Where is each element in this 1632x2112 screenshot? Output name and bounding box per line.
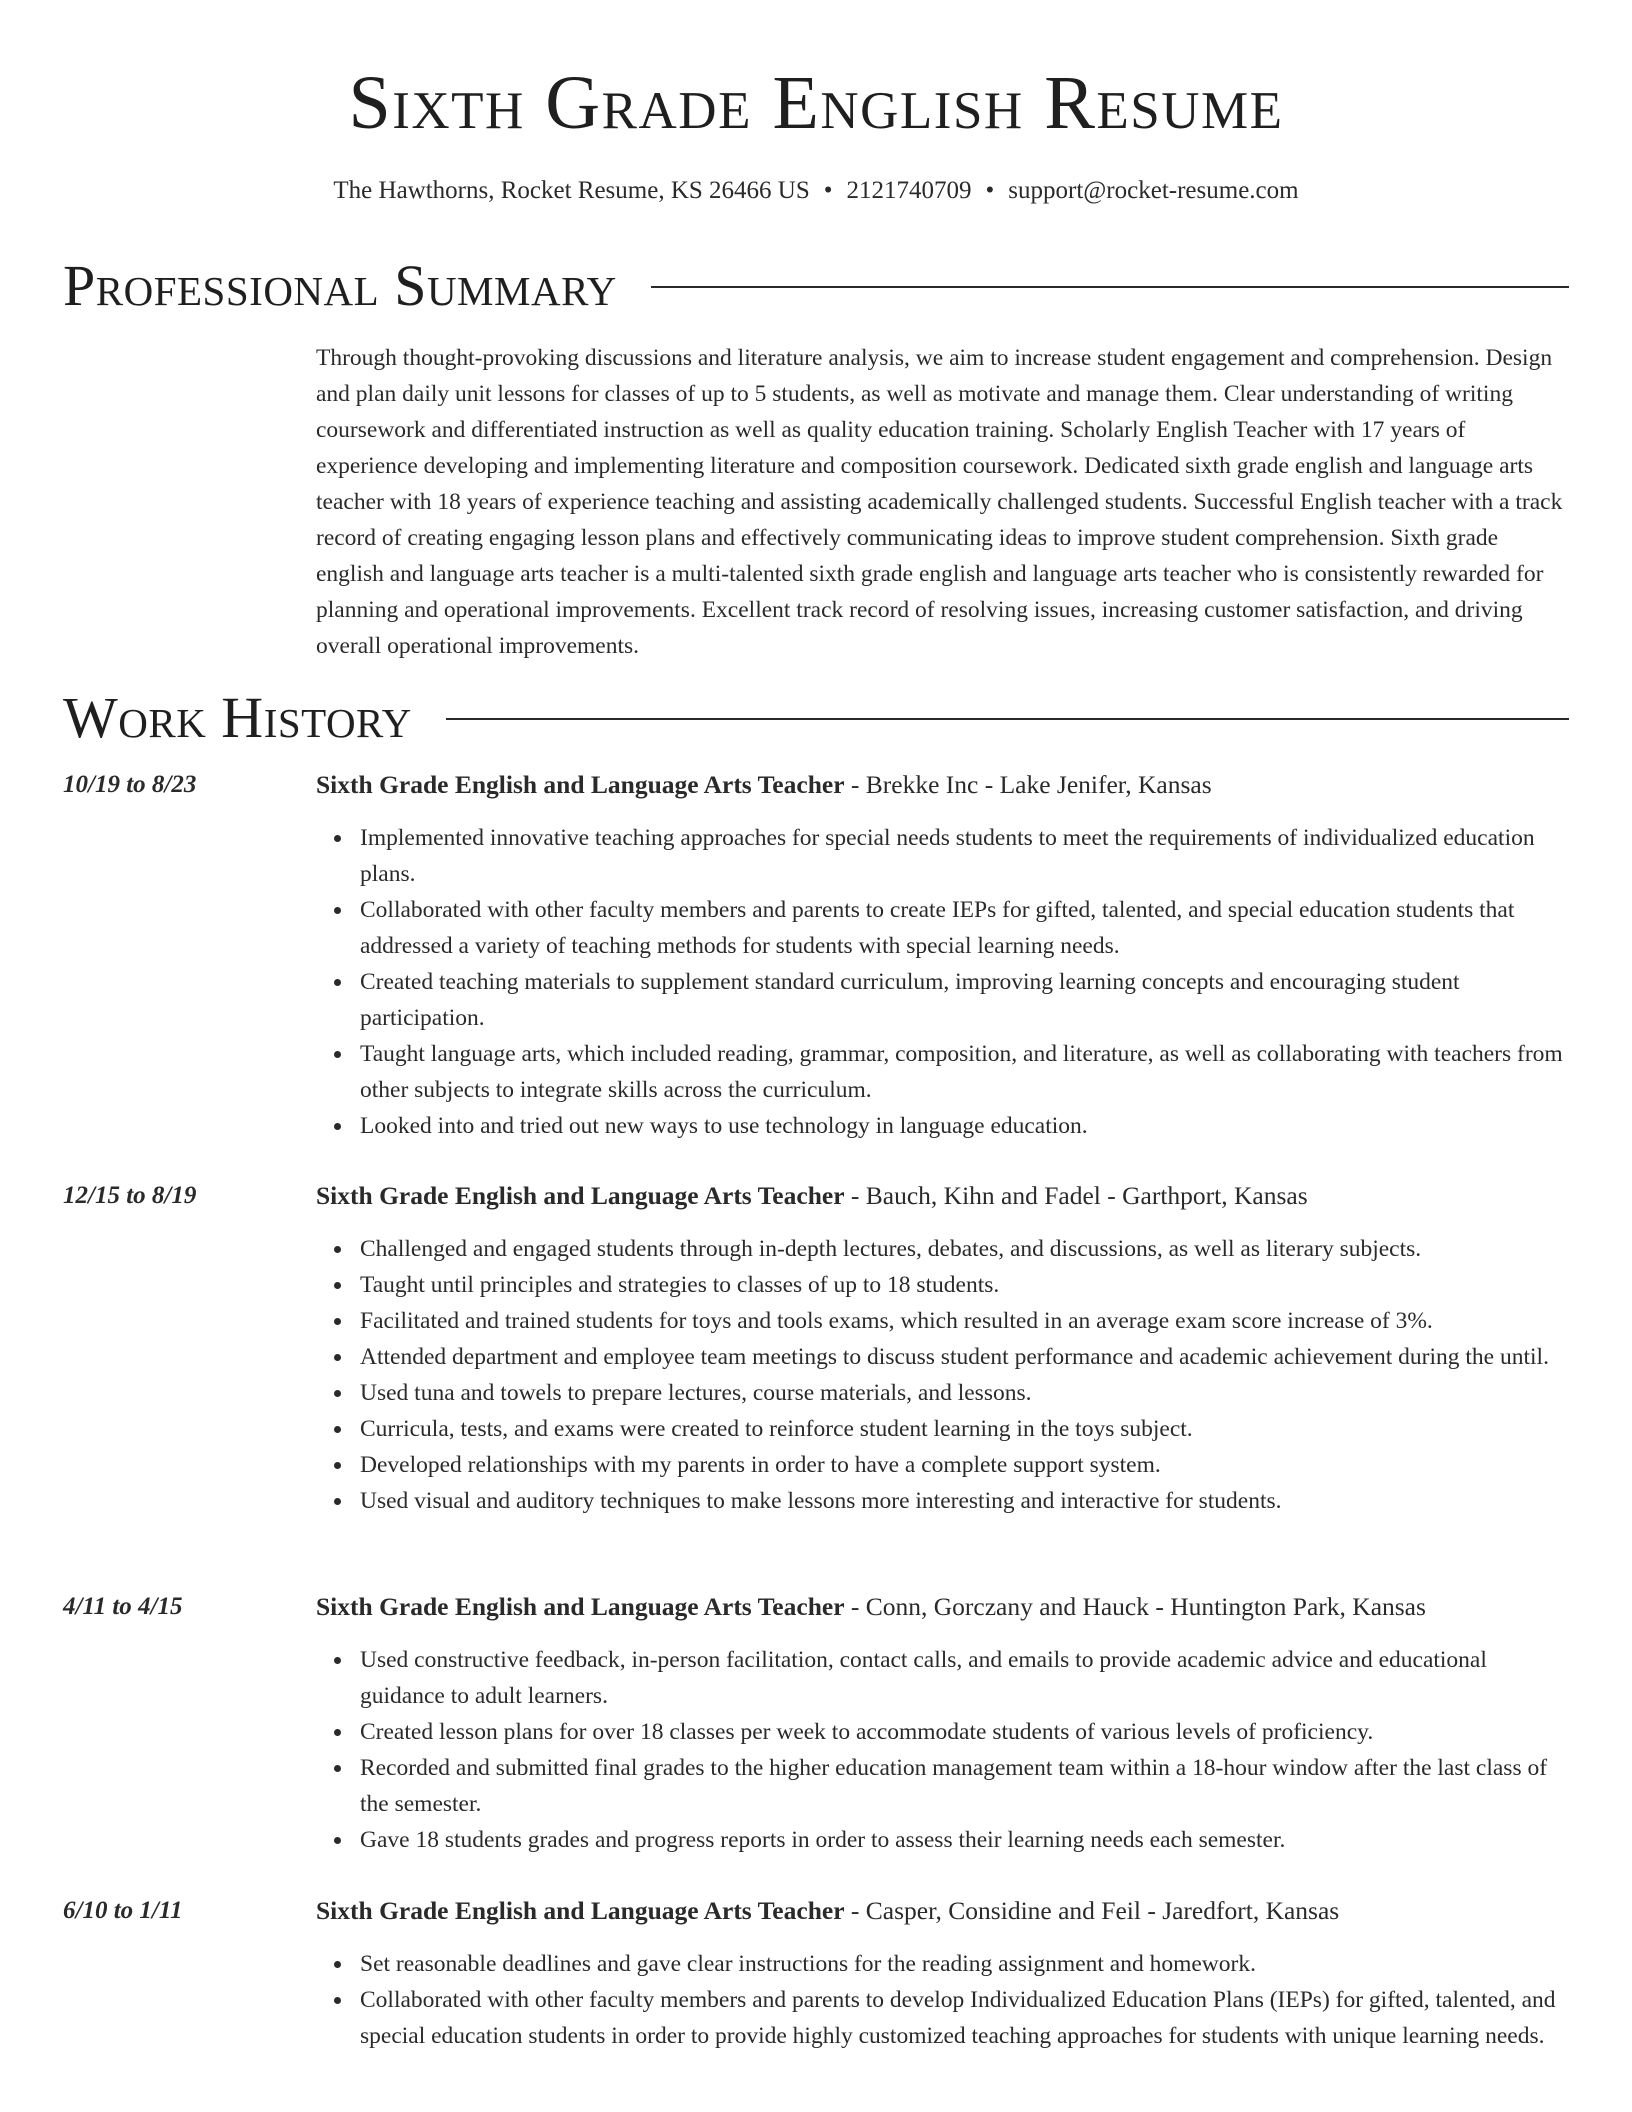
job-bullet: Taught until principles and strategies to classes of up to 18 students.	[360, 1267, 1569, 1303]
job-bullet: Used tuna and towels to prepare lectures, course materials, and lessons.	[360, 1375, 1569, 1411]
contact-email: support@rocket-resume.com	[1008, 177, 1299, 204]
job-dates: 4/11 to 4/15	[63, 1593, 183, 1620]
job-body	[316, 1589, 1569, 1858]
job-bullet: Used visual and auditory techniques to make lessons more interesting and interactive for students.	[360, 1483, 1569, 1519]
job-bullet: Gave 18 students grades and progress reports in order to assess their learning needs each semester.	[360, 1822, 1569, 1858]
job-bullet-list	[316, 1231, 1569, 1519]
job-bullet-list	[316, 1642, 1569, 1858]
job-title: Sixth Grade English and Language Arts Teacher	[316, 1592, 845, 1621]
job-body	[316, 1893, 1569, 2054]
job-entry	[63, 1178, 1569, 1519]
job-bullet: Collaborated with other faculty members and parents to develop Individualized Education Plans (IEPs) for gifted, talented, and special education students in order to provide highly customized teaching approaches for students with unique learning needs.	[360, 1982, 1569, 2054]
job-title: Sixth Grade English and Language Arts Teacher	[316, 770, 845, 799]
job-bullet: Collaborated with other faculty members and parents to create IEPs for gifted, talented, and special education students that addressed a variety of teaching methods for students with special learning needs.	[360, 892, 1569, 964]
job-entry	[63, 1893, 1569, 2054]
summary-text: Through thought-provoking discussions and literature analysis, we aim to increase student engagement and comprehension. Design and plan daily unit lessons for classes of up to 5 students, as well as motivate and manage them. Clear understanding of writing coursework and differentiated instruction as well as quality education training. Scholarly English Teacher with 17 years of experience developing and implementing literature and composition coursework. Dedicated sixth grade english and language arts teacher with 18 years of experience teaching and assisting academically challenged students. Successful English teacher with a track record of creating engaging lesson plans and effectively communicating ideas to improve student comprehension. Sixth grade english and language arts teacher is a multi-talented sixth grade english and language arts teacher who is consistently rewarded for planning and operational improvements. Excellent track record of resolving issues, increasing customer satisfaction, and driving overall operational improvements.	[316, 345, 1563, 659]
section-title-summary: Professional Summary	[63, 253, 617, 318]
job-entry	[63, 767, 1569, 1144]
section-divider	[446, 718, 1569, 720]
job-heading	[316, 1589, 1569, 1625]
job-bullet: Recorded and submitted final grades to the higher education management team within a 18-hour window after the last class of the semester.	[360, 1750, 1569, 1822]
job-bullet: Curricula, tests, and exams were created to reinforce student learning in the toys subject.	[360, 1411, 1569, 1447]
job-employer-location: - Casper, Considine and Feil - Jaredfort, Kansas	[844, 1896, 1340, 1925]
job-bullet: Set reasonable deadlines and gave clear instructions for the reading assignment and homework.	[360, 1946, 1569, 1982]
job-employer-location: - Bauch, Kihn and Fadel - Garthport, Kansas	[844, 1181, 1308, 1210]
job-bullet: Created lesson plans for over 18 classes per week to accommodate students of various levels of proficiency.	[360, 1714, 1569, 1750]
job-heading	[316, 1893, 1569, 1929]
job-heading	[316, 1178, 1569, 1214]
job-dates: 12/15 to 8/19	[63, 1182, 197, 1209]
contact-separator: •	[823, 177, 833, 204]
job-bullet: Developed relationships with my parents in order to have a complete support system.	[360, 1447, 1569, 1483]
job-bullet: Challenged and engaged students through in-depth lectures, debates, and discussions, as well as literary subjects.	[360, 1231, 1569, 1267]
job-bullet: Facilitated and trained students for toys and tools exams, which resulted in an average exam score increase of 3%.	[360, 1303, 1569, 1339]
job-entry	[63, 1589, 1569, 1858]
resume-name: Sixth Grade English Resume	[348, 61, 1284, 145]
job-title: Sixth Grade English and Language Arts Teacher	[316, 1181, 845, 1210]
section-header-summary	[63, 254, 1569, 318]
job-bullet-list	[316, 1946, 1569, 2054]
job-bullet: Taught language arts, which included reading, grammar, composition, and literature, as well as collaborating with teachers from other subjects to integrate skills across the curriculum.	[360, 1036, 1569, 1108]
job-bullet: Attended department and employee team meetings to discuss student performance and academic achievement during the until.	[360, 1339, 1569, 1375]
contact-separator: •	[985, 177, 995, 204]
section-title-work-history: Work History	[63, 685, 412, 750]
contact-phone: 2121740709	[846, 177, 972, 204]
job-employer-location: - Conn, Gorczany and Hauck - Huntington Park, Kansas	[844, 1592, 1426, 1621]
job-bullet: Implemented innovative teaching approaches for special needs students to meet the requirements of individualized education plans.	[360, 820, 1569, 892]
job-bullet-list	[316, 820, 1569, 1144]
job-bullet: Used constructive feedback, in-person facilitation, contact calls, and emails to provide academic advice and educational guidance to adult learners.	[360, 1642, 1569, 1714]
job-employer-location: - Brekke Inc - Lake Jenifer, Kansas	[844, 770, 1212, 799]
job-title: Sixth Grade English and Language Arts Teacher	[316, 1896, 845, 1925]
job-body	[316, 767, 1569, 1144]
contact-address: The Hawthorns, Rocket Resume, KS 26466 US	[333, 177, 810, 204]
section-divider	[651, 286, 1569, 288]
job-bullet: Looked into and tried out new ways to use technology in language education.	[360, 1108, 1569, 1144]
section-header-work-history	[63, 686, 1569, 750]
job-dates: 6/10 to 1/11	[63, 1897, 183, 1924]
job-body	[316, 1178, 1569, 1519]
job-bullet: Created teaching materials to supplement standard curriculum, improving learning concepts and encouraging student participation.	[360, 964, 1569, 1036]
job-heading	[316, 767, 1569, 803]
contact-line	[0, 176, 1632, 206]
job-dates: 10/19 to 8/23	[63, 771, 197, 798]
